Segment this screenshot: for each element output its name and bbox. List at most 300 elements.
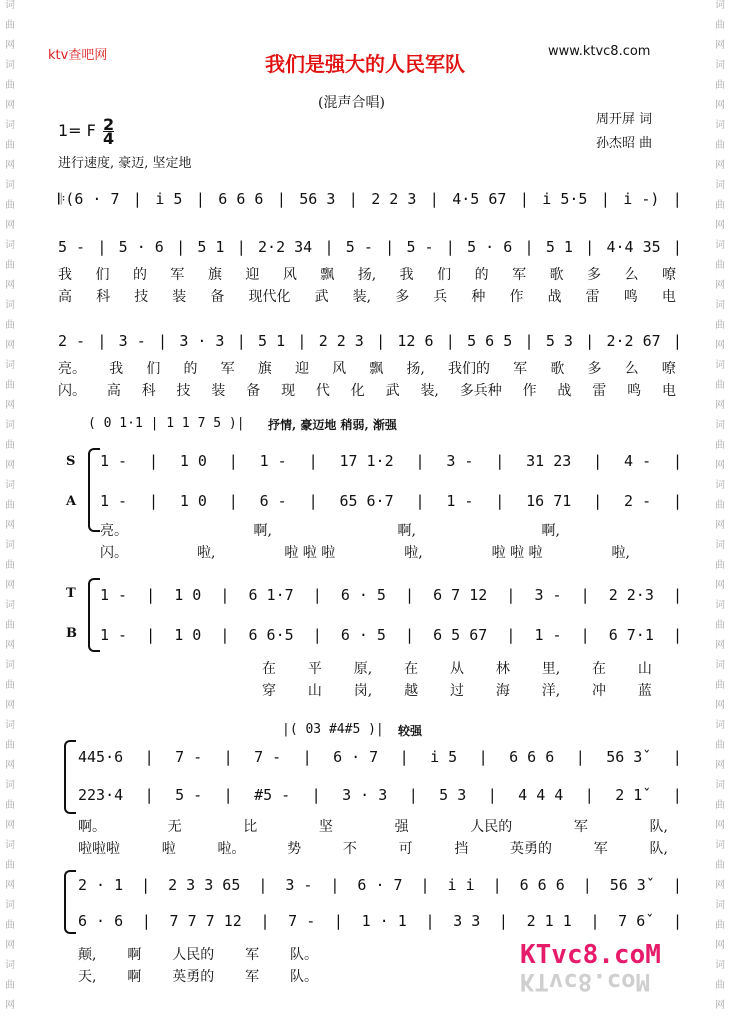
system5-bass — [78, 912, 682, 930]
lyric-syllable: 原, — [353, 661, 373, 677]
bar-line: | — [672, 190, 682, 208]
measure: 1 - — [259, 452, 287, 470]
lyric-syllable: 啊 — [127, 969, 142, 985]
bar-line: | — [585, 332, 595, 350]
watermark-glyph: 词 — [715, 480, 725, 491]
bar-line: | — [236, 238, 246, 256]
watermark-glyph: 网 — [5, 880, 15, 891]
time-bottom: 4 — [102, 129, 115, 148]
measure: 2 1 1 — [526, 912, 572, 930]
watermark-glyph: 网 — [5, 820, 15, 831]
measure: 4 4 4 — [518, 786, 564, 804]
watermark-glyph: 曲 — [5, 920, 15, 931]
watermark-glyph: 网 — [5, 460, 15, 471]
bar-line: | — [228, 492, 238, 510]
watermark-glyph: 曲 — [5, 380, 15, 391]
measure: 5 - — [406, 238, 434, 256]
watermark-glyph: 词 — [5, 480, 15, 491]
watermark-glyph: 曲 — [5, 140, 15, 151]
measure: 6 6 6 — [509, 748, 555, 766]
lyric-syllable: 装, — [420, 383, 439, 399]
lyric-syllable: 里, — [541, 661, 561, 677]
lyric-syllable: 的 — [183, 361, 198, 377]
lyric-syllable: 雷 — [585, 289, 600, 305]
bar-line: | — [672, 492, 682, 510]
measure: 4 - — [624, 452, 652, 470]
watermark-glyph: 词 — [5, 300, 15, 311]
watermark-glyph: 词 — [5, 720, 15, 731]
measure: 5 - — [175, 786, 203, 804]
bar-line: | — [223, 748, 233, 766]
watermark-glyph: 曲 — [5, 260, 15, 271]
watermark-glyph: 网 — [5, 940, 15, 951]
lyric-syllable: 在 — [404, 661, 419, 677]
watermark-glyph: 曲 — [715, 680, 725, 691]
watermark-glyph: 曲 — [5, 80, 15, 91]
lyric-syllable: 歌 — [549, 267, 564, 283]
measure: 56 3ˇ — [609, 876, 655, 894]
lyric-syllable: 武 — [314, 289, 329, 305]
lyric-syllable: 啦 啦 啦 — [491, 545, 543, 561]
watermark-glyph: 曲 — [5, 860, 15, 871]
lyric-syllable: 武 — [385, 383, 400, 399]
bar-line: | — [348, 190, 358, 208]
measure: 𝄆(6 · 7 — [58, 190, 120, 208]
lyric-syllable: 鸣 — [623, 289, 638, 305]
watermark-glyph: 网 — [715, 340, 725, 351]
measure: 65 6·7 — [339, 492, 394, 510]
measure: i -) — [623, 190, 660, 208]
watermark-glyph: 网 — [715, 220, 725, 231]
lyric-syllable: 队。 — [289, 947, 318, 963]
bar-line: | — [495, 452, 505, 470]
bar-line: | — [399, 748, 409, 766]
measure: 5 - — [345, 238, 373, 256]
measure: 7 - — [288, 912, 316, 930]
measure: 7 6ˇ — [618, 912, 655, 930]
measure: 12 6 — [397, 332, 434, 350]
lyric-syllable: 我 — [399, 267, 414, 283]
bar-line: | — [158, 332, 168, 350]
watermark-glyph: 词 — [5, 900, 15, 911]
bar-line: | — [672, 332, 682, 350]
watermark-glyph: 词 — [5, 540, 15, 551]
watermark-glyph: 网 — [5, 760, 15, 771]
bar-line: | — [429, 190, 439, 208]
lyric-syllable: 在 — [262, 661, 276, 677]
watermark-glyph: 曲 — [715, 200, 725, 211]
system4-brace — [88, 448, 100, 532]
measure: 2 3 3 65 — [168, 876, 241, 894]
lyric-syllable: 闪。 — [100, 545, 128, 561]
lyric-syllable: 扬, — [406, 361, 425, 377]
watermark-glyph: 词 — [715, 300, 725, 311]
watermark-glyph: 网 — [715, 760, 725, 771]
bar-line: | — [144, 786, 154, 804]
watermark-glyph: 曲 — [5, 980, 15, 991]
watermark-glyph: 词 — [5, 960, 15, 971]
lyric-syllable: 啦。 — [217, 841, 246, 857]
time-signature — [102, 115, 115, 148]
watermark-glyph: 曲 — [715, 440, 725, 451]
bar-line: | — [132, 190, 142, 208]
lyric-syllable: 我们的 — [448, 361, 491, 377]
bar-line: | — [519, 190, 529, 208]
bar-line: | — [506, 626, 516, 644]
measure: 5 1 — [197, 238, 225, 256]
measure: i 5·5 — [542, 190, 588, 208]
watermark-glyph: 曲 — [715, 500, 725, 511]
watermark-glyph: 网 — [5, 40, 15, 51]
measure: i 5 — [430, 748, 458, 766]
measure: 5 1 — [545, 238, 573, 256]
watermark-glyph: 曲 — [715, 860, 725, 871]
bar-line: | — [141, 912, 151, 930]
watermark-glyph: 词 — [5, 660, 15, 671]
lyric-syllable: 坚 — [318, 819, 333, 835]
lyric-syllable: 英勇的 — [510, 841, 553, 857]
bar-line: | — [580, 586, 590, 604]
lyric-syllable: 啦, — [196, 545, 216, 561]
system4-soprano — [100, 452, 682, 470]
lyric-syllable: 可 — [398, 841, 413, 857]
watermark-glyph: 网 — [715, 520, 725, 531]
measure: 56 3ˇ — [606, 748, 652, 766]
watermark-glyph: 曲 — [5, 200, 15, 211]
bar-line: | — [223, 786, 233, 804]
measure: 2·2 34 — [258, 238, 313, 256]
system4-lyrics-d — [262, 680, 652, 700]
measure: 5 1 — [258, 332, 286, 350]
bar-line: | — [141, 876, 151, 894]
measure: 2 2 3 — [318, 332, 364, 350]
measure: 1 0 — [179, 452, 207, 470]
lyric-syllable: 多 — [587, 361, 602, 377]
measure: 7 - — [254, 748, 282, 766]
bar-line: | — [584, 786, 594, 804]
measure: 6 · 7 — [333, 748, 379, 766]
lyric-syllable: 山 — [307, 683, 322, 699]
watermark-glyph: 词 — [5, 360, 15, 371]
lyric-syllable: 科 — [96, 289, 111, 305]
lyric-syllable: 化 — [350, 383, 365, 399]
lyric-syllable: 飘 — [320, 267, 335, 283]
lyric-syllable: 军 — [513, 361, 528, 377]
measure: 6 · 6 — [78, 912, 124, 930]
watermark-glyph: 曲 — [715, 620, 725, 631]
measure: 2 1ˇ — [615, 786, 652, 804]
lyric-syllable: 多 — [587, 267, 602, 283]
part-label-b: B — [66, 626, 77, 641]
lyric-syllable: 装 — [172, 289, 187, 305]
measure: 1 - — [446, 492, 474, 510]
lyric-syllable: 我 — [58, 267, 72, 283]
watermark-glyph: 网 — [5, 640, 15, 651]
lyric-syllable: 们 — [437, 267, 452, 283]
watermark-glyph: 网 — [5, 700, 15, 711]
part-label-s: S — [66, 454, 76, 469]
watermark-glyph: 词 — [5, 60, 15, 71]
watermark-glyph: 词 — [5, 240, 15, 251]
bar-line: | — [445, 238, 455, 256]
measure: 4·4 35 — [606, 238, 661, 256]
watermark-glyph: 曲 — [5, 740, 15, 751]
lyric-syllable: 旗 — [207, 267, 222, 283]
lyric-syllable: 越 — [404, 683, 419, 699]
bar-line: | — [672, 586, 682, 604]
bar-line: | — [590, 912, 600, 930]
measure: 5 6 5 — [467, 332, 513, 350]
lyric-syllable: 备 — [210, 289, 225, 305]
system5-lyrics-a — [78, 816, 668, 836]
bar-line: | — [228, 452, 238, 470]
lyric-syllable: 冲 — [592, 683, 607, 699]
bar-line: | — [308, 452, 318, 470]
system1-notes — [58, 190, 682, 208]
watermark-glyph: 词 — [5, 840, 15, 851]
lyric-syllable: 装, — [352, 289, 372, 305]
lyric-syllable: 人民的 — [172, 947, 215, 963]
bar-line: | — [236, 332, 246, 350]
system4-alto — [100, 492, 682, 510]
lyric-syllable: 平 — [307, 661, 322, 677]
bar-line: | — [146, 626, 156, 644]
bar-line: | — [408, 786, 418, 804]
watermark-glyph: 词 — [715, 0, 725, 11]
system2-notes — [58, 238, 682, 256]
lyric-syllable: 的 — [132, 267, 147, 283]
lyric-syllable: 技 — [176, 383, 191, 399]
measure: 17 1·2 — [339, 452, 394, 470]
watermark-glyph: 曲 — [5, 440, 15, 451]
watermark-glyph: 网 — [5, 400, 15, 411]
measure: 1 - — [100, 492, 128, 510]
bar-line: | — [575, 748, 585, 766]
watermark-glyph: 网 — [5, 220, 15, 231]
system5-soprano — [78, 748, 682, 766]
lyric-syllable: 军 — [245, 969, 260, 985]
watermark-glyph: 曲 — [5, 320, 15, 331]
time-top: 2 — [102, 115, 115, 134]
bar-line: | — [220, 626, 230, 644]
watermark-glyph: 曲 — [715, 920, 725, 931]
watermark-glyph: 词 — [715, 660, 725, 671]
watermark-glyph: 曲 — [715, 380, 725, 391]
lyric-syllable: 现 — [281, 383, 296, 399]
lyricist: 周开屏 词 — [596, 112, 653, 127]
watermark-glyph: 词 — [715, 600, 725, 611]
measure: 223·4 — [78, 786, 124, 804]
measure: 3 - — [118, 332, 146, 350]
page-title: 我们是强大的人民军队 — [265, 52, 465, 76]
lyric-syllable: 军 — [593, 841, 608, 857]
watermark-glyph: 网 — [5, 280, 15, 291]
lyric-syllable: 多兵种 — [459, 383, 502, 399]
bar-line: | — [585, 238, 595, 256]
measure: 6 5 67 — [433, 626, 488, 644]
system3-notes — [58, 332, 682, 350]
measure: 2 · 1 — [78, 876, 124, 894]
lyric-syllable: 军 — [245, 947, 260, 963]
bar-line: | — [487, 786, 497, 804]
watermark-glyph: 词 — [715, 840, 725, 851]
bar-line: | — [524, 332, 534, 350]
lyric-syllable: 么 — [624, 267, 639, 283]
lyric-syllable: 挡 — [454, 841, 469, 857]
lyric-syllable: 战 — [547, 289, 562, 305]
site-url: www.ktvc8.com — [548, 44, 651, 59]
lyric-syllable: 嘹 — [661, 361, 676, 377]
watermark-glyph: 曲 — [715, 980, 725, 991]
bar-line: | — [312, 586, 322, 604]
bar-line: | — [495, 492, 505, 510]
interlude-2: |( 03 #4#5 )| — [282, 722, 384, 737]
watermark-glyph: 网 — [715, 460, 725, 471]
bar-line: | — [405, 586, 415, 604]
bar-line: | — [478, 748, 488, 766]
bar-line: | — [672, 876, 682, 894]
bar-line: | — [506, 586, 516, 604]
lyric-syllable: 军 — [170, 267, 185, 283]
watermark-glyph: 词 — [715, 120, 725, 131]
measure: 6 6 6 — [218, 190, 264, 208]
lyric-syllable: 穿 — [262, 683, 276, 699]
lyric-syllable: 么 — [624, 361, 639, 377]
lyric-syllable: 颠, — [78, 947, 97, 963]
watermark-glyph: 词 — [715, 780, 725, 791]
bar-line: | — [146, 586, 156, 604]
watermark-glyph: 词 — [5, 180, 15, 191]
measure: 1 - — [534, 626, 562, 644]
lyric-syllable: 飘 — [369, 361, 384, 377]
watermark-glyph: 网 — [715, 40, 725, 51]
lyric-syllable: 风 — [332, 361, 347, 377]
watermark-glyph: 网 — [5, 340, 15, 351]
measure: 6 · 5 — [340, 626, 386, 644]
measure: 6 7·1 — [608, 626, 654, 644]
watermark-glyph: 词 — [715, 360, 725, 371]
watermark-glyph: 网 — [5, 580, 15, 591]
bar-line: | — [258, 876, 268, 894]
system5-lyrics-d — [78, 966, 318, 986]
lyric-syllable: 的 — [474, 267, 489, 283]
measure: 6 · 5 — [340, 586, 386, 604]
part-label-t: T — [66, 586, 76, 601]
bar-line: | — [498, 912, 508, 930]
bar-line: | — [445, 332, 455, 350]
system5-alto — [78, 786, 682, 804]
system3-lyrics-verse1 — [58, 358, 676, 378]
lyric-syllable: 过 — [449, 683, 464, 699]
site-logo-reflection: KTvc8.coM — [520, 968, 651, 996]
system2-lyrics-verse2 — [58, 286, 676, 306]
lyric-syllable: 代 — [315, 383, 330, 399]
measure: 5 - — [58, 238, 86, 256]
system5-lyrics-c — [78, 944, 318, 964]
lyric-syllable: 现代化 — [248, 289, 291, 305]
lyric-syllable: 嘹 — [661, 267, 676, 283]
bar-line: | — [593, 452, 603, 470]
bar-line: | — [312, 626, 322, 644]
bar-line: | — [302, 748, 312, 766]
measure: 6 1·7 — [248, 586, 294, 604]
bar-line: | — [276, 190, 286, 208]
bar-line: | — [524, 238, 534, 256]
bar-line: | — [308, 492, 318, 510]
measure: 3 · 3 — [179, 332, 225, 350]
watermark-glyph: 词 — [715, 960, 725, 971]
measure: #5 - — [254, 786, 291, 804]
watermark-glyph: 曲 — [5, 620, 15, 631]
lyric-syllable: 闪。 — [58, 383, 86, 399]
measure: 5 · 6 — [118, 238, 164, 256]
measure: 31 23 — [526, 452, 572, 470]
expression-1: 抒情, 豪迈地 稍弱, 渐强 — [268, 418, 397, 432]
lyric-syllable: 科 — [141, 383, 156, 399]
lyric-syllable: 天, — [78, 969, 97, 985]
watermark-glyph: 网 — [715, 820, 725, 831]
lyric-syllable: 啦, — [611, 545, 630, 561]
bar-line: | — [311, 786, 321, 804]
measure: 5 3 — [545, 332, 573, 350]
measure: 1 - — [100, 626, 128, 644]
bar-line: | — [144, 748, 154, 766]
measure: 1 0 — [179, 492, 207, 510]
key-signature — [58, 115, 115, 148]
lyric-syllable: 啊 — [127, 947, 142, 963]
watermark-glyph: 网 — [715, 940, 725, 951]
bar-line: | — [97, 238, 107, 256]
bar-line: | — [672, 786, 682, 804]
lyric-syllable: 迎 — [294, 361, 309, 377]
watermark-glyph: 词 — [715, 720, 725, 731]
measure: 3 - — [534, 586, 562, 604]
interlude-1: ( 0 1·1 | 1 1 7 5 )| — [88, 416, 245, 431]
lyric-syllable: 岗, — [353, 683, 373, 699]
bar-line: | — [415, 492, 425, 510]
watermark-glyph: 曲 — [5, 800, 15, 811]
watermark-glyph: 曲 — [715, 20, 725, 31]
watermark-glyph: 网 — [5, 160, 15, 171]
lyric-syllable: 人民的 — [470, 819, 513, 835]
watermark-left — [3, 0, 17, 1020]
lyric-syllable: 歌 — [550, 361, 565, 377]
lyric-syllable: 无 — [167, 819, 182, 835]
site-logo: KTvc8.coM — [520, 940, 661, 970]
bar-line: | — [376, 332, 386, 350]
watermark-glyph: 词 — [5, 780, 15, 791]
subtitle: (混声合唱) — [318, 95, 385, 111]
measure: 3 - — [285, 876, 313, 894]
lyric-syllable: 高 — [58, 289, 72, 305]
measure: i i — [447, 876, 475, 894]
measure: 56 3 — [299, 190, 336, 208]
system3-lyrics-verse2 — [58, 380, 676, 400]
lyric-syllable: 队。 — [289, 969, 318, 985]
system4-lyrics-b — [100, 542, 630, 562]
lyric-syllable: 啊, — [253, 523, 272, 539]
lyric-syllable: 啦 啦 啦 — [284, 545, 336, 561]
measure: 7 7 7 12 — [169, 912, 242, 930]
bar-line: | — [672, 912, 682, 930]
bar-line: | — [195, 190, 205, 208]
bar-line: | — [672, 626, 682, 644]
lyric-syllable: 多 — [395, 289, 410, 305]
lyric-syllable: 军 — [220, 361, 235, 377]
watermark-glyph: 网 — [715, 100, 725, 111]
measure: 6 6 6 — [519, 876, 565, 894]
measure: 6 6·5 — [248, 626, 294, 644]
